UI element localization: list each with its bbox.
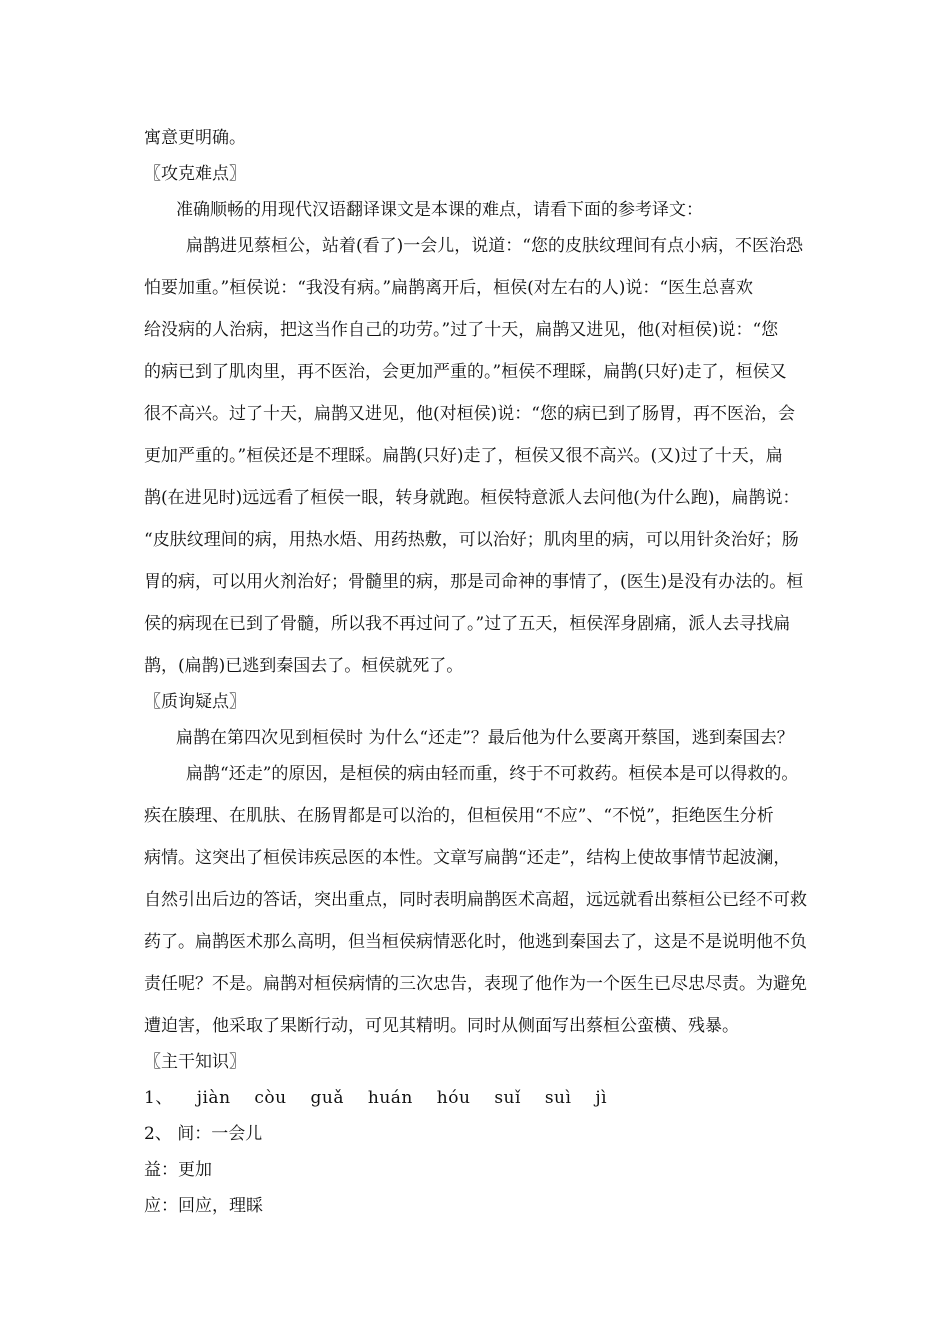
translation-line: 扁鹊进见蔡桓公，站着(看了)一会儿，说道：“您的皮肤纹理间有点小病，不医治恐 — [186, 236, 803, 256]
answer-line: 扁鹊“还走”的原因，是桓侯的病由轻而重，终于不可救药。桓侯本是可以得救的。 — [186, 764, 799, 784]
translation-line: 怕要加重。”桓侯说：“我没有病。”扁鹊离开后，桓侯(对左右的人)说：“医生总喜欢 — [144, 278, 754, 298]
translation-line: “皮肤纹理间的病，用热水焐、用药热敷，可以治好；肌肉里的病，可以用针灸治好；肠 — [144, 530, 799, 550]
vocab-line: 2、 间：一会儿 — [144, 1124, 263, 1144]
answer-line: 遭迫害，他采取了果断行动，可见其精明。同时从侧面写出蔡桓公蛮横、残暴。 — [144, 1016, 739, 1036]
translation-line: 鹊(在进见时)远远看了桓侯一眼，转身就跑。桓侯特意派人去问他(为什么跑)，扁鹊说： — [144, 488, 800, 508]
answer-line: 自然引出后边的答话，突出重点，同时表明扁鹊医术高超，远远就看出蔡桓公已经不可救 — [144, 890, 807, 910]
answer-line: 疾在腠理、在肌肤、在肠胃都是可以治的，但桓侯用“不应”、“不悦”，拒绝医生分析 — [144, 806, 774, 826]
pinyin-line: 1、 jiàn còu guǎ huán hóu suǐ suì jì — [144, 1088, 608, 1108]
answer-line: 病情。这突出了桓侯讳疾忌医的本性。文章写扁鹊“还走”，结构上使故事情节起波澜， — [144, 848, 791, 868]
translation-line: 胃的病，可以用火剂治好；骨髓里的病，那是司命神的事情了，(医生)是没有办法的。桓 — [144, 572, 804, 592]
section-heading: 〖攻克难点〗 — [144, 164, 246, 184]
translation-line: 更加严重的。”桓侯还是不理睬。扁鹊(只好)走了，桓侯又很不高兴。(又)过了十天，扁 — [144, 446, 783, 466]
translation-line: 鹊，(扁鹊)已逃到秦国去了。桓侯就死了。 — [144, 656, 464, 676]
vocab-line: 应：回应，理睬 — [144, 1196, 263, 1216]
section-heading: 〖质询疑点〗 — [144, 692, 246, 712]
answer-line: 责任呢？不是。扁鹊对桓侯病情的三次忠告，表现了他作为一个医生已尽忠尽责。为避免 — [144, 974, 807, 994]
vocab-line: 益：更加 — [144, 1160, 212, 1180]
question-line: 扁鹊在第四次见到桓侯时 为什么“还走”？最后他为什么要离开蔡国，逃到秦国去？ — [176, 728, 794, 748]
translation-line: 给没病的人治病，把这当作自己的功劳。”过了十天，扁鹊又进见，他(对桓侯)说：“您 — [144, 320, 779, 340]
section-heading: 〖主干知识〗 — [144, 1052, 246, 1072]
text-line: 寓意更明确。 — [144, 128, 246, 148]
text-line: 准确顺畅的用现代汉语翻译课文是本课的难点，请看下面的参考译文： — [176, 200, 703, 220]
answer-line: 药了。扁鹊医术那么高明，但当桓侯病情恶化时，他逃到秦国去了，这是不是说明他不负 — [144, 932, 807, 952]
translation-line: 的病已到了肌肉里，再不医治，会更加严重的。”桓侯不理睬，扁鹊(只好)走了，桓侯又 — [144, 362, 787, 382]
translation-line: 侯的病现在已到了骨髓，所以我不再过问了。”过了五天，桓侯浑身剧痛，派人去寻找扁 — [144, 614, 791, 634]
translation-line: 很不高兴。过了十天，扁鹊又进见，他(对桓侯)说：“您的病已到了肠胃，再不医治，会 — [144, 404, 795, 424]
